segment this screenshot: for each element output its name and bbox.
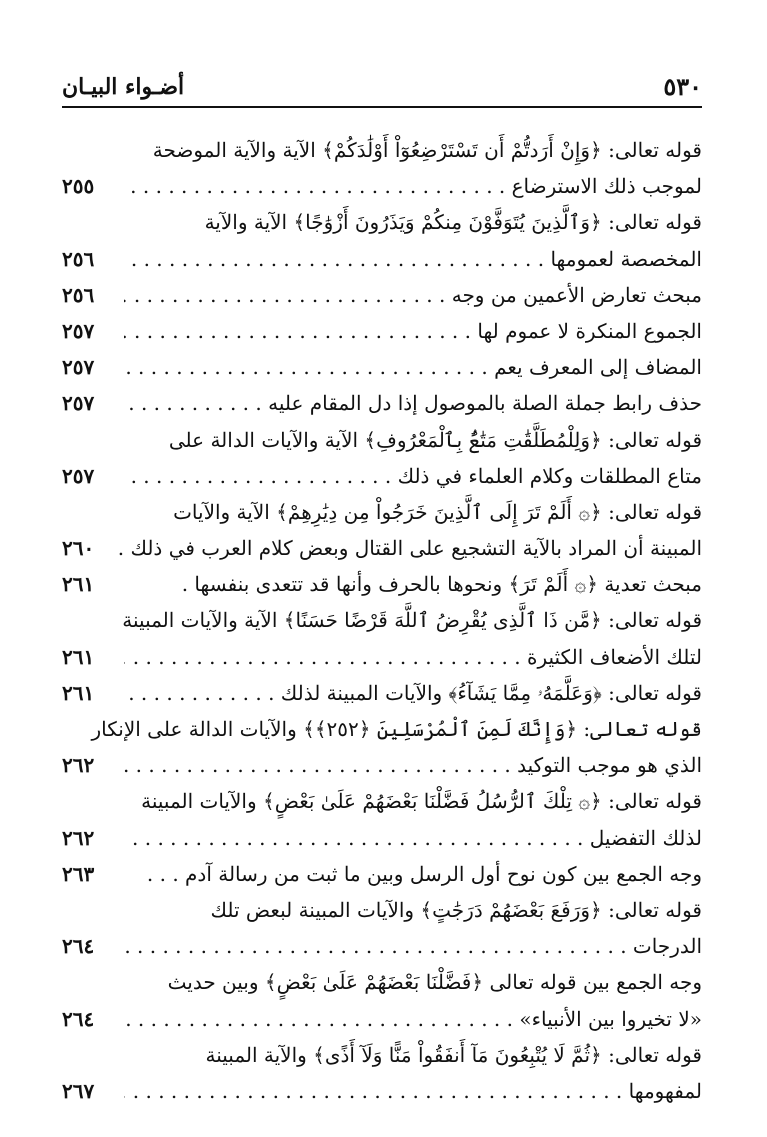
toc-page-number: ٢٥٧ [62,391,95,416]
toc-page-number: ٢٥٦ [62,282,95,307]
toc-entry-text: لموجب ذلك الاسترضاع . . . [124,168,702,204]
toc-page-number: ٢٦٢ [62,825,95,850]
toc-line [62,747,702,783]
toc-line [62,566,702,602]
toc-line [62,928,702,964]
toc-page-number: ٢٦١ [62,572,95,597]
toc-line [62,349,702,385]
toc-entry-text: وجه الجمع بين قوله تعالى ﴿فَضَّلْنَا بَعْضَهُمْ عَلَىٰ بَعْضٍ﴾ وبين حديث [167,970,702,995]
toc-line [62,1073,702,1109]
toc-page-number: ٢٥٧ [62,355,95,380]
toc-entry-text: المخصصة لعمومها . . . [124,241,702,277]
toc-line [62,602,702,638]
toc-line [62,820,702,856]
toc-entry-text: وجه الجمع بين كون نوح أول الرسل وبين ما ثبت من رسالة آدم . . . [146,861,702,886]
toc-line [62,892,702,928]
toc-entry-text: المضاف إلى المعرف يعم . . . [124,349,702,385]
toc-entry-text: قوله تعالى: ﴿۞ أَلَمْ تَرَ إِلَى ٱلَّذِينَ خَرَجُواْ مِن دِيَٰرِهِمْ﴾ الآية والآيات [173,499,702,524]
toc-entry-text: قوله تعالى: ﴿وَإِنْ أَرَدتُّمْ أَن تَسْتَرْضِعُوٓاْ أَوْلَٰدَكُمْ﴾ الآية والآية الموضحة [152,138,702,162]
toc-page-number: ٢٦١ [62,644,95,669]
toc-entry-text: المبينة أن المراد بالآية التشجيع على القتال وبعض كلام العرب في ذلك . [117,536,702,561]
toc-page-number: ٢٥٦ [62,246,95,271]
toc-line [62,168,702,204]
toc-entry-text: لذلك التفضيل . . . [124,820,702,856]
toc-line [62,530,702,566]
toc-line [62,204,702,240]
toc-page-number: ٢٦٢ [62,753,95,778]
toc-line [62,711,702,747]
toc-page-number: ٢٦٤ [62,1006,95,1031]
toc-line [62,458,702,494]
toc-page-number: ٢٦١ [62,680,95,705]
toc-entry-text: مبحث تعدية ﴿۞ أَلَمْ تَرَ﴾ ونحوها بالحرف وأنها قد تتعدى بنفسها . [181,572,702,597]
toc-line [62,675,702,711]
toc-entry-text: الجموع المنكرة لا عموم لها . . . [124,313,702,349]
toc-line [62,639,702,675]
toc-line [62,1001,702,1037]
toc-entry-text: قوله تعالى: ﴿ثُمَّ لَا يُتْبِعُونَ مَآ أَنفَقُواْ مَنًّا وَلَآ أَذًى﴾ والآية المبينة [205,1042,702,1067]
toc-entry-text: الذي هو موجب التوكيد . . . [124,747,702,783]
toc-page-number: ٢٥٥ [62,174,95,199]
toc-line [62,313,702,349]
toc-line [62,856,702,892]
page-number: ٥٣٠ [663,72,702,101]
page-header [62,72,702,108]
toc-entry-text: قوله تعالى: ﴿وَعَلَّمَهُۥ مِمَّا يَشَآءُ﴾ والآيات المبينة لذلك . . . [124,675,702,711]
toc-line [62,385,702,421]
toc-entry-text: الدرجات . . . [124,928,702,964]
toc-entry-text: «لا تخيروا بين الأنبياء» . . . [124,1001,702,1037]
toc-page-number: ٢٦٧ [62,1078,95,1103]
toc-line [62,1037,702,1073]
toc-line [62,277,702,313]
toc-entry-text: لمفهومها . . . [124,1073,702,1109]
toc-page-number: ٢٦٤ [62,934,95,959]
toc-page-number: ٢٥٧ [62,463,95,488]
toc-line [62,494,702,530]
toc-entry-text: قوله تعالى: ﴿وَرَفَعَ بَعْضَهُمْ دَرَجَٰتٍ﴾ والآيات المبينة لبعض تلك [210,897,702,922]
toc-entry-text: حذف رابط جملة الصلة بالموصول إذا دل المقام عليه . . . [124,385,702,421]
toc-entry-text: قوله تعالى: ﴿وَإِنَّكَ لَمِنَ ٱلْمُرْسَلِينَ ﴿٢٥٢﴾﴾ والآيات الدالة على الإنكار [91,717,702,741]
toc-entry-text: لتلك الأضعاف الكثيرة . . . [124,639,702,675]
book-title: أضـواء البيـان [62,74,185,100]
toc-entry-text: قوله تعالى: ﴿وَلِلْمُطَلَّقَٰتِ مَتَٰعٌۢ بِٱلْمَعْرُوفِ﴾ الآية والآيات الدالة على [168,427,702,452]
toc-line [62,132,702,168]
toc-line [62,964,702,1000]
toc-entry-text: قوله تعالى: ﴿وَٱلَّذِينَ يُتَوَفَّوْنَ مِنكُمْ وَيَذَرُونَ أَزْوَٰجًا﴾ الآية والآية [204,210,702,235]
toc-page-number: ٢٦٣ [62,861,95,886]
toc-line [62,783,702,819]
toc-entry-text: قوله تعالى: ﴿مَّن ذَا ٱلَّذِى يُقْرِضُ ٱللَّهَ قَرْضًا حَسَنًا﴾ الآية والآيات المبينة [122,608,702,633]
toc-entry-text: مبحث تعارض الأعمين من وجه . . . [124,277,702,313]
toc-page-number: ٢٦٠ [62,536,95,561]
table-of-contents [62,132,702,1109]
toc-line [62,241,702,277]
toc-line [62,422,702,458]
toc-entry-text: متاع المطلقات وكلام العلماء في ذلك . . . [124,458,702,494]
toc-page-number: ٢٥٧ [62,318,95,343]
toc-entry-text: قوله تعالى: ﴿۞ تِلْكَ ٱلرُّسُلُ فَضَّلْنَا بَعْضَهُمْ عَلَىٰ بَعْضٍ﴾ والآيات المبينة [141,789,702,814]
